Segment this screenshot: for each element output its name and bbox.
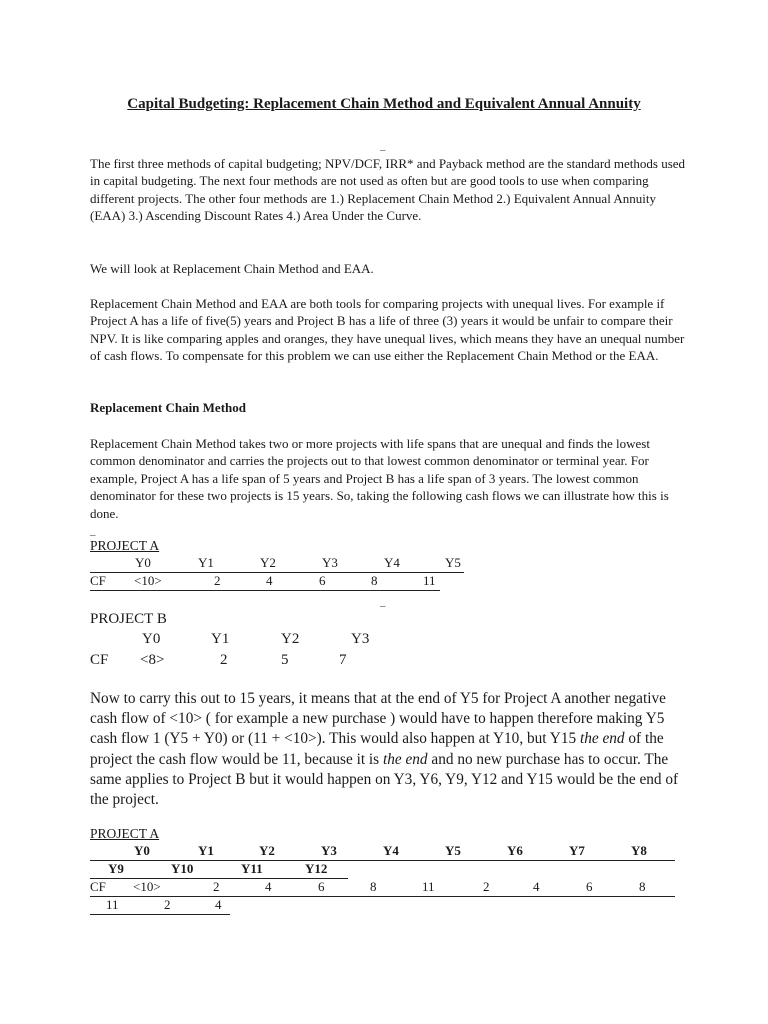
year-cell: Y10 <box>171 861 194 876</box>
year-cell: Y1 <box>198 843 214 858</box>
stray-mark: _ <box>380 140 386 152</box>
cf-cell: 4 <box>266 573 273 588</box>
year-cell: Y12 <box>305 861 328 876</box>
cf-cell: 6 <box>586 879 593 894</box>
cf-cell: 2 <box>483 879 490 894</box>
year-cell: Y0 <box>135 555 151 570</box>
year-cell: Y1 <box>198 555 214 570</box>
emphasis-text: the end <box>579 730 625 748</box>
project-a-years-row <box>90 555 464 573</box>
focus-paragraph: We will look at Replacement Chain Method and EAA. <box>90 261 374 276</box>
year-cell: Y3 <box>351 631 370 647</box>
unequal-lives-paragraph: Replacement Chain Method and EAA are both tools for comparing projects with unequal lives. For example if Project A has a life of five(5) years and Project B has a life of three (3) years it would be unfair to compare their NPV. It is like comparing apples and oranges, they have unequal lives, which means they have an unequal number of cash flows. To compensate for this problem we can use either the Replacement Chain Method or the EAA. <box>90 296 685 364</box>
project-b-years-row <box>90 631 390 653</box>
cf-cell: 11 <box>422 879 435 894</box>
year-cell: Y2 <box>259 843 275 858</box>
year-cell: Y4 <box>383 843 399 858</box>
project-b-cf-row <box>90 652 390 674</box>
year-cell: Y0 <box>134 843 150 858</box>
year-cell: Y7 <box>569 843 585 858</box>
cf-cell: <10> <box>133 879 161 894</box>
cf-label: CF <box>90 879 106 894</box>
year-cell: Y2 <box>281 631 300 647</box>
replacement-chain-paragraph: Replacement Chain Method takes two or more projects with life spans that are unequal and finds the lowest common denominator and carries the projects out to that lowest common denominator or terminal year. For example, Project A has a life span of 5 years and Project B has a life span of 3 years. The lowest common denominator for these two projects is 15 years. So, taking the following cash flows we can illustrate how this is done. <box>90 436 669 521</box>
cf-cell: <8> <box>140 652 165 668</box>
cf-cell: <10> <box>134 573 162 588</box>
cf-cell: 2 <box>213 879 220 894</box>
project-a-extended-label: PROJECT A <box>90 826 160 841</box>
project-a-cf-row <box>90 573 440 591</box>
cf-cell: 7 <box>339 652 347 668</box>
cf-cell: 6 <box>319 573 326 588</box>
year-cell: Y3 <box>321 843 337 858</box>
cf-cell: 6 <box>318 879 325 894</box>
cf-cell: 11 <box>106 897 119 912</box>
cf-cell: 2 <box>220 652 228 668</box>
emphasis-text: the end <box>382 750 428 768</box>
cf-cell: 5 <box>281 652 289 668</box>
year-cell: Y9 <box>108 861 124 876</box>
year-cell: Y8 <box>631 843 647 858</box>
intro-paragraph: The first three methods of capital budgeting; NPV/DCF, IRR* and Payback method are the standard methods used in capital budgeting. The next four methods are not used as often but are good tools to use when comparing different projects. The other four methods are 1.) Replacement Chain Method 2.) Equivalent Annual Annuity (EAA) 3.) Ascending Discount Rates 4.) Area Under the Curve. <box>90 156 686 224</box>
extended-years-row-2 <box>90 861 348 879</box>
year-cell: Y6 <box>507 843 523 858</box>
cf-cell: 8 <box>370 879 377 894</box>
cf-cell: 4 <box>265 879 272 894</box>
extended-cf-row-2 <box>90 897 230 915</box>
year-cell: Y3 <box>322 555 338 570</box>
year-cell: Y5 <box>445 843 461 858</box>
extension-paragraph: Now to carry this out to 15 years, it means that at the end of Y5 for Project A another negative cash flow of <10> ( for example a new purchase ) would have to happen therefore making Y5 cash flow 1 (Y5 + Y0) or (11 + <10>). This would also happen at Y10, but Y15 the end of the project the cash flow would be 11, because it is the end and no new purchase has to occur. The same applies to Project B but it would happen on Y3, Y6, Y9, Y12 and Y15 would be the end of the project. <box>90 690 679 809</box>
year-cell: Y11 <box>241 861 263 876</box>
project-b-label: PROJECT B <box>90 611 167 627</box>
cf-cell: 2 <box>164 897 171 912</box>
page-title: Capital Budgeting: Replacement Chain Method and Equivalent Annual Annuity <box>127 96 641 112</box>
extended-years-row-1 <box>90 843 675 861</box>
stray-mark: _ <box>380 596 386 608</box>
extended-cf-row-1 <box>90 879 675 897</box>
project-a-label: PROJECT A <box>90 538 160 553</box>
year-cell: Y4 <box>384 555 400 570</box>
cf-label: CF <box>90 652 109 668</box>
cf-label: CF <box>90 573 106 588</box>
year-cell: Y1 <box>211 631 230 647</box>
cf-cell: 11 <box>423 573 436 588</box>
cf-cell: 8 <box>371 573 378 588</box>
section-heading: Replacement Chain Method <box>90 400 246 415</box>
year-cell: Y2 <box>260 555 276 570</box>
stray-mark: _ <box>90 525 96 537</box>
cf-cell: 8 <box>639 879 646 894</box>
year-cell: Y0 <box>142 631 161 647</box>
cf-cell: 4 <box>533 879 540 894</box>
year-cell: Y5 <box>445 555 461 570</box>
cf-cell: 4 <box>215 897 222 912</box>
cf-cell: 2 <box>214 573 221 588</box>
